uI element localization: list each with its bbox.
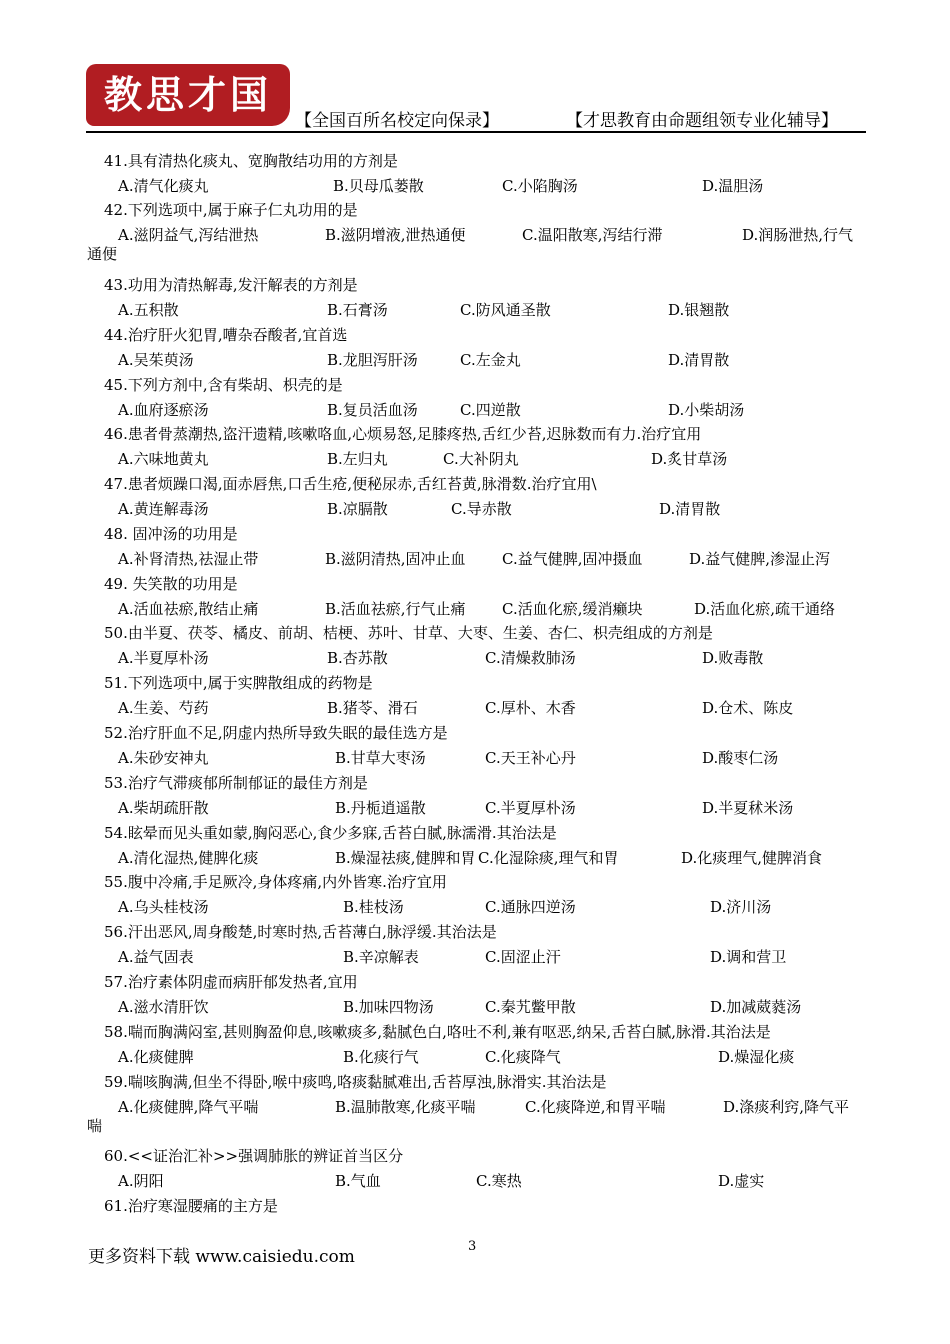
question-stem: 58.喘而胸满闷室,甚则胸盈仰息,咳嗽痰多,黏腻色白,咯吐不利,兼有呕恶,纳呆,舌苔白腻,脉滑.其治法是 — [104, 1023, 771, 1041]
answer-option: D.小柴胡汤 — [668, 401, 745, 419]
answer-option: B.化痰行气 — [343, 1048, 419, 1066]
answer-option: B.石膏汤 — [327, 301, 388, 319]
footer-link[interactable]: 更多资料下载 www.caisiedu.com — [88, 1247, 355, 1267]
question-stem: 53.治疗气滞痰郁所制郁证的最佳方剂是 — [104, 774, 368, 792]
header-rule — [86, 131, 866, 133]
answer-option: B.桂枝汤 — [343, 898, 404, 916]
answer-option: B.猪苓、滑石 — [327, 699, 418, 717]
answer-option: C.化痰降气 — [485, 1048, 561, 1066]
question-stem: 50.由半夏、茯苓、橘皮、前胡、桔梗、苏叶、甘草、大枣、生姜、杏仁、枳壳组成的方剂是 — [104, 624, 713, 642]
answer-option: B.贝母瓜蒌散 — [333, 177, 424, 195]
tagline-left: 【全国百所名校定向保录】 — [295, 111, 499, 131]
answer-option: B.滋阴清热,固冲止血 — [325, 550, 466, 568]
answer-option: D.润肠泄热,行气 — [742, 226, 854, 244]
answer-option: B.辛凉解表 — [343, 948, 419, 966]
answer-option: A.补肾清热,祛湿止带 — [118, 550, 259, 568]
question-stem: 60.<<证治汇补>>强调肺胀的辨证首当区分 — [104, 1147, 404, 1165]
question-stem: 59.喘咳胸满,但坐不得卧,喉中痰鸣,咯痰黏腻难出,舌苔厚浊,脉滑实.其治法是 — [104, 1073, 607, 1091]
answer-option: D.清胃散 — [668, 351, 730, 369]
question-stem: 41.具有清热化痰丸、宽胸散结功用的方剂是 — [104, 152, 398, 170]
answer-option: C.小陷胸汤 — [502, 177, 578, 195]
answer-option: A.五积散 — [118, 301, 179, 319]
question-stem: 48. 固冲汤的功用是 — [104, 525, 238, 543]
answer-option: B.加味四物汤 — [343, 998, 434, 1016]
answer-option: D.半夏秫米汤 — [702, 799, 794, 817]
answer-option: D.加减葳蕤汤 — [710, 998, 802, 1016]
answer-option: C.寒热 — [476, 1172, 522, 1190]
answer-option: B.燥湿祛痰,健脾和胃 — [335, 849, 476, 867]
answer-option: C.活血化瘀,缓消癞块 — [502, 600, 643, 618]
question-stem: 42.下列选项中,属于麻子仁丸功用的是 — [104, 201, 358, 219]
answer-option: D.涤痰利窍,降气平 — [723, 1098, 850, 1116]
question-stem: 46.患者骨蒸潮热,盗汗遗精,咳嗽咯血,心烦易怒,足膝疼热,舌红少苔,迟脉数而有力.治疗宜用 — [104, 425, 702, 443]
answer-option: A.清气化痰丸 — [118, 177, 209, 195]
question-stem: 52.治疗肝血不足,阴虚内热所导致失眠的最佳选方是 — [104, 724, 448, 742]
answer-option: D.清胃散 — [659, 500, 721, 518]
answer-option: B.复员活血汤 — [327, 401, 418, 419]
tagline-right: 【才思教育由命题组领专业化辅导】 — [566, 111, 838, 131]
answer-option: D.燥湿化痰 — [718, 1048, 795, 1066]
answer-option: C.左金丸 — [460, 351, 521, 369]
answer-option: A.滋水清肝饮 — [118, 998, 209, 1016]
answer-option: B.凉膈散 — [327, 500, 388, 518]
answer-option: D.银翘散 — [668, 301, 730, 319]
answer-option: B.甘草大枣汤 — [335, 749, 426, 767]
question-stem: 61.治疗寒湿腰痛的主方是 — [104, 1197, 278, 1215]
answer-option: D.酸枣仁汤 — [702, 749, 779, 767]
answer-option: A.化痰健脾 — [118, 1048, 194, 1066]
answer-option: B.气血 — [335, 1172, 381, 1190]
answer-option: D.虚实 — [718, 1172, 765, 1190]
question-stem: 49. 失笑散的功用是 — [104, 575, 238, 593]
answer-option: C.天王补心丹 — [485, 749, 576, 767]
answer-option: A.半夏厚朴汤 — [118, 649, 209, 667]
question-stem: 51.下列选项中,属于实脾散组成的药物是 — [104, 674, 373, 692]
answer-option: A.吴茱萸汤 — [118, 351, 194, 369]
answer-option: C.厚朴、木香 — [485, 699, 576, 717]
answer-option: D.败毒散 — [702, 649, 764, 667]
question-stem: 47.患者烦躁口渴,面赤唇焦,口舌生疮,便秘尿赤,舌红苔黄,脉滑数.治疗宜用\ — [104, 475, 597, 493]
option-continuation: 通便 — [87, 245, 118, 263]
answer-option: C.通脉四逆汤 — [485, 898, 576, 916]
answer-option: C.温阳散寒,泻结行滞 — [522, 226, 663, 244]
logo — [86, 64, 290, 126]
question-stem: 57.治疗素体阴虚而病肝郁发热者,宜用 — [104, 973, 358, 991]
answer-option: C.秦艽鳖甲散 — [485, 998, 576, 1016]
page-number: 3 — [468, 1239, 477, 1254]
answer-option: B.温肺散寒,化痰平喘 — [335, 1098, 476, 1116]
answer-option: D.调和营卫 — [710, 948, 787, 966]
answer-option: A.朱砂安神丸 — [118, 749, 209, 767]
answer-option: C.化痰降逆,和胃平喘 — [525, 1098, 666, 1116]
answer-option: B.龙胆泻肝汤 — [327, 351, 418, 369]
answer-option: B.左归丸 — [327, 450, 388, 468]
answer-option: D.济川汤 — [710, 898, 772, 916]
answer-option: D.温胆汤 — [702, 177, 764, 195]
answer-option: C.益气健脾,固冲摄血 — [502, 550, 643, 568]
answer-option: C.导赤散 — [451, 500, 512, 518]
logo-text: 教思才国 — [103, 72, 273, 117]
question-stem: 45.下列方剂中,含有柴胡、枳壳的是 — [104, 376, 343, 394]
option-continuation: 喘 — [87, 1117, 103, 1135]
answer-option: A.六味地黄丸 — [118, 450, 209, 468]
answer-option: A.滋阴益气,泻结泄热 — [118, 226, 259, 244]
answer-option: B.活血祛瘀,行气止痛 — [325, 600, 466, 618]
answer-option: D.化痰理气,健脾消食 — [681, 849, 823, 867]
answer-option: C.四逆散 — [460, 401, 521, 419]
question-stem: 54.眩晕而见头重如蒙,胸闷恶心,食少多寐,舌苔白腻,脉濡滑.其治法是 — [104, 824, 557, 842]
answer-option: A.清化湿热,健脾化痰 — [118, 849, 259, 867]
answer-option: C.防风通圣散 — [460, 301, 551, 319]
question-stem: 44.治疗肝火犯胃,嘈杂吞酸者,宜首选 — [104, 326, 348, 344]
answer-option: A.生姜、芍药 — [118, 699, 209, 717]
question-stem: 55.腹中冷痛,手足厥冷,身体疼痛,内外皆寒.治疗宜用 — [104, 873, 447, 891]
question-stem: 56.汗出恶风,周身酸楚,时寒时热,舌苔薄白,脉浮缓.其治法是 — [104, 923, 497, 941]
answer-option: A.益气固表 — [118, 948, 194, 966]
logo-graphic — [86, 64, 290, 126]
answer-option: B.杏苏散 — [327, 649, 388, 667]
answer-option: A.化痰健脾,降气平喘 — [118, 1098, 259, 1116]
answer-option: D.益气健脾,渗湿止泻 — [689, 550, 831, 568]
answer-option: D.炙甘草汤 — [651, 450, 728, 468]
answer-option: D.仓术、陈皮 — [702, 699, 794, 717]
answer-option: C.化湿除痰,理气和胃 — [478, 849, 619, 867]
answer-option: C.半夏厚朴汤 — [485, 799, 576, 817]
answer-option: C.大补阴丸 — [443, 450, 519, 468]
answer-option: A.黄连解毒汤 — [118, 500, 209, 518]
answer-option: A.血府逐瘀汤 — [118, 401, 209, 419]
question-stem: 43.功用为清热解毒,发汗解表的方剂是 — [104, 276, 358, 294]
answer-option: A.乌头桂枝汤 — [118, 898, 209, 916]
answer-option: D.活血化瘀,疏干通络 — [694, 600, 836, 618]
answer-option: B.丹栀逍遥散 — [335, 799, 426, 817]
answer-option: C.固涩止汗 — [485, 948, 561, 966]
answer-option: B.滋阴增液,泄热通便 — [325, 226, 466, 244]
answer-option: C.清燥救肺汤 — [485, 649, 576, 667]
answer-option: A.阴阳 — [118, 1172, 164, 1190]
answer-option: A.活血祛瘀,散结止痛 — [118, 600, 259, 618]
answer-option: A.柴胡疏肝散 — [118, 799, 209, 817]
